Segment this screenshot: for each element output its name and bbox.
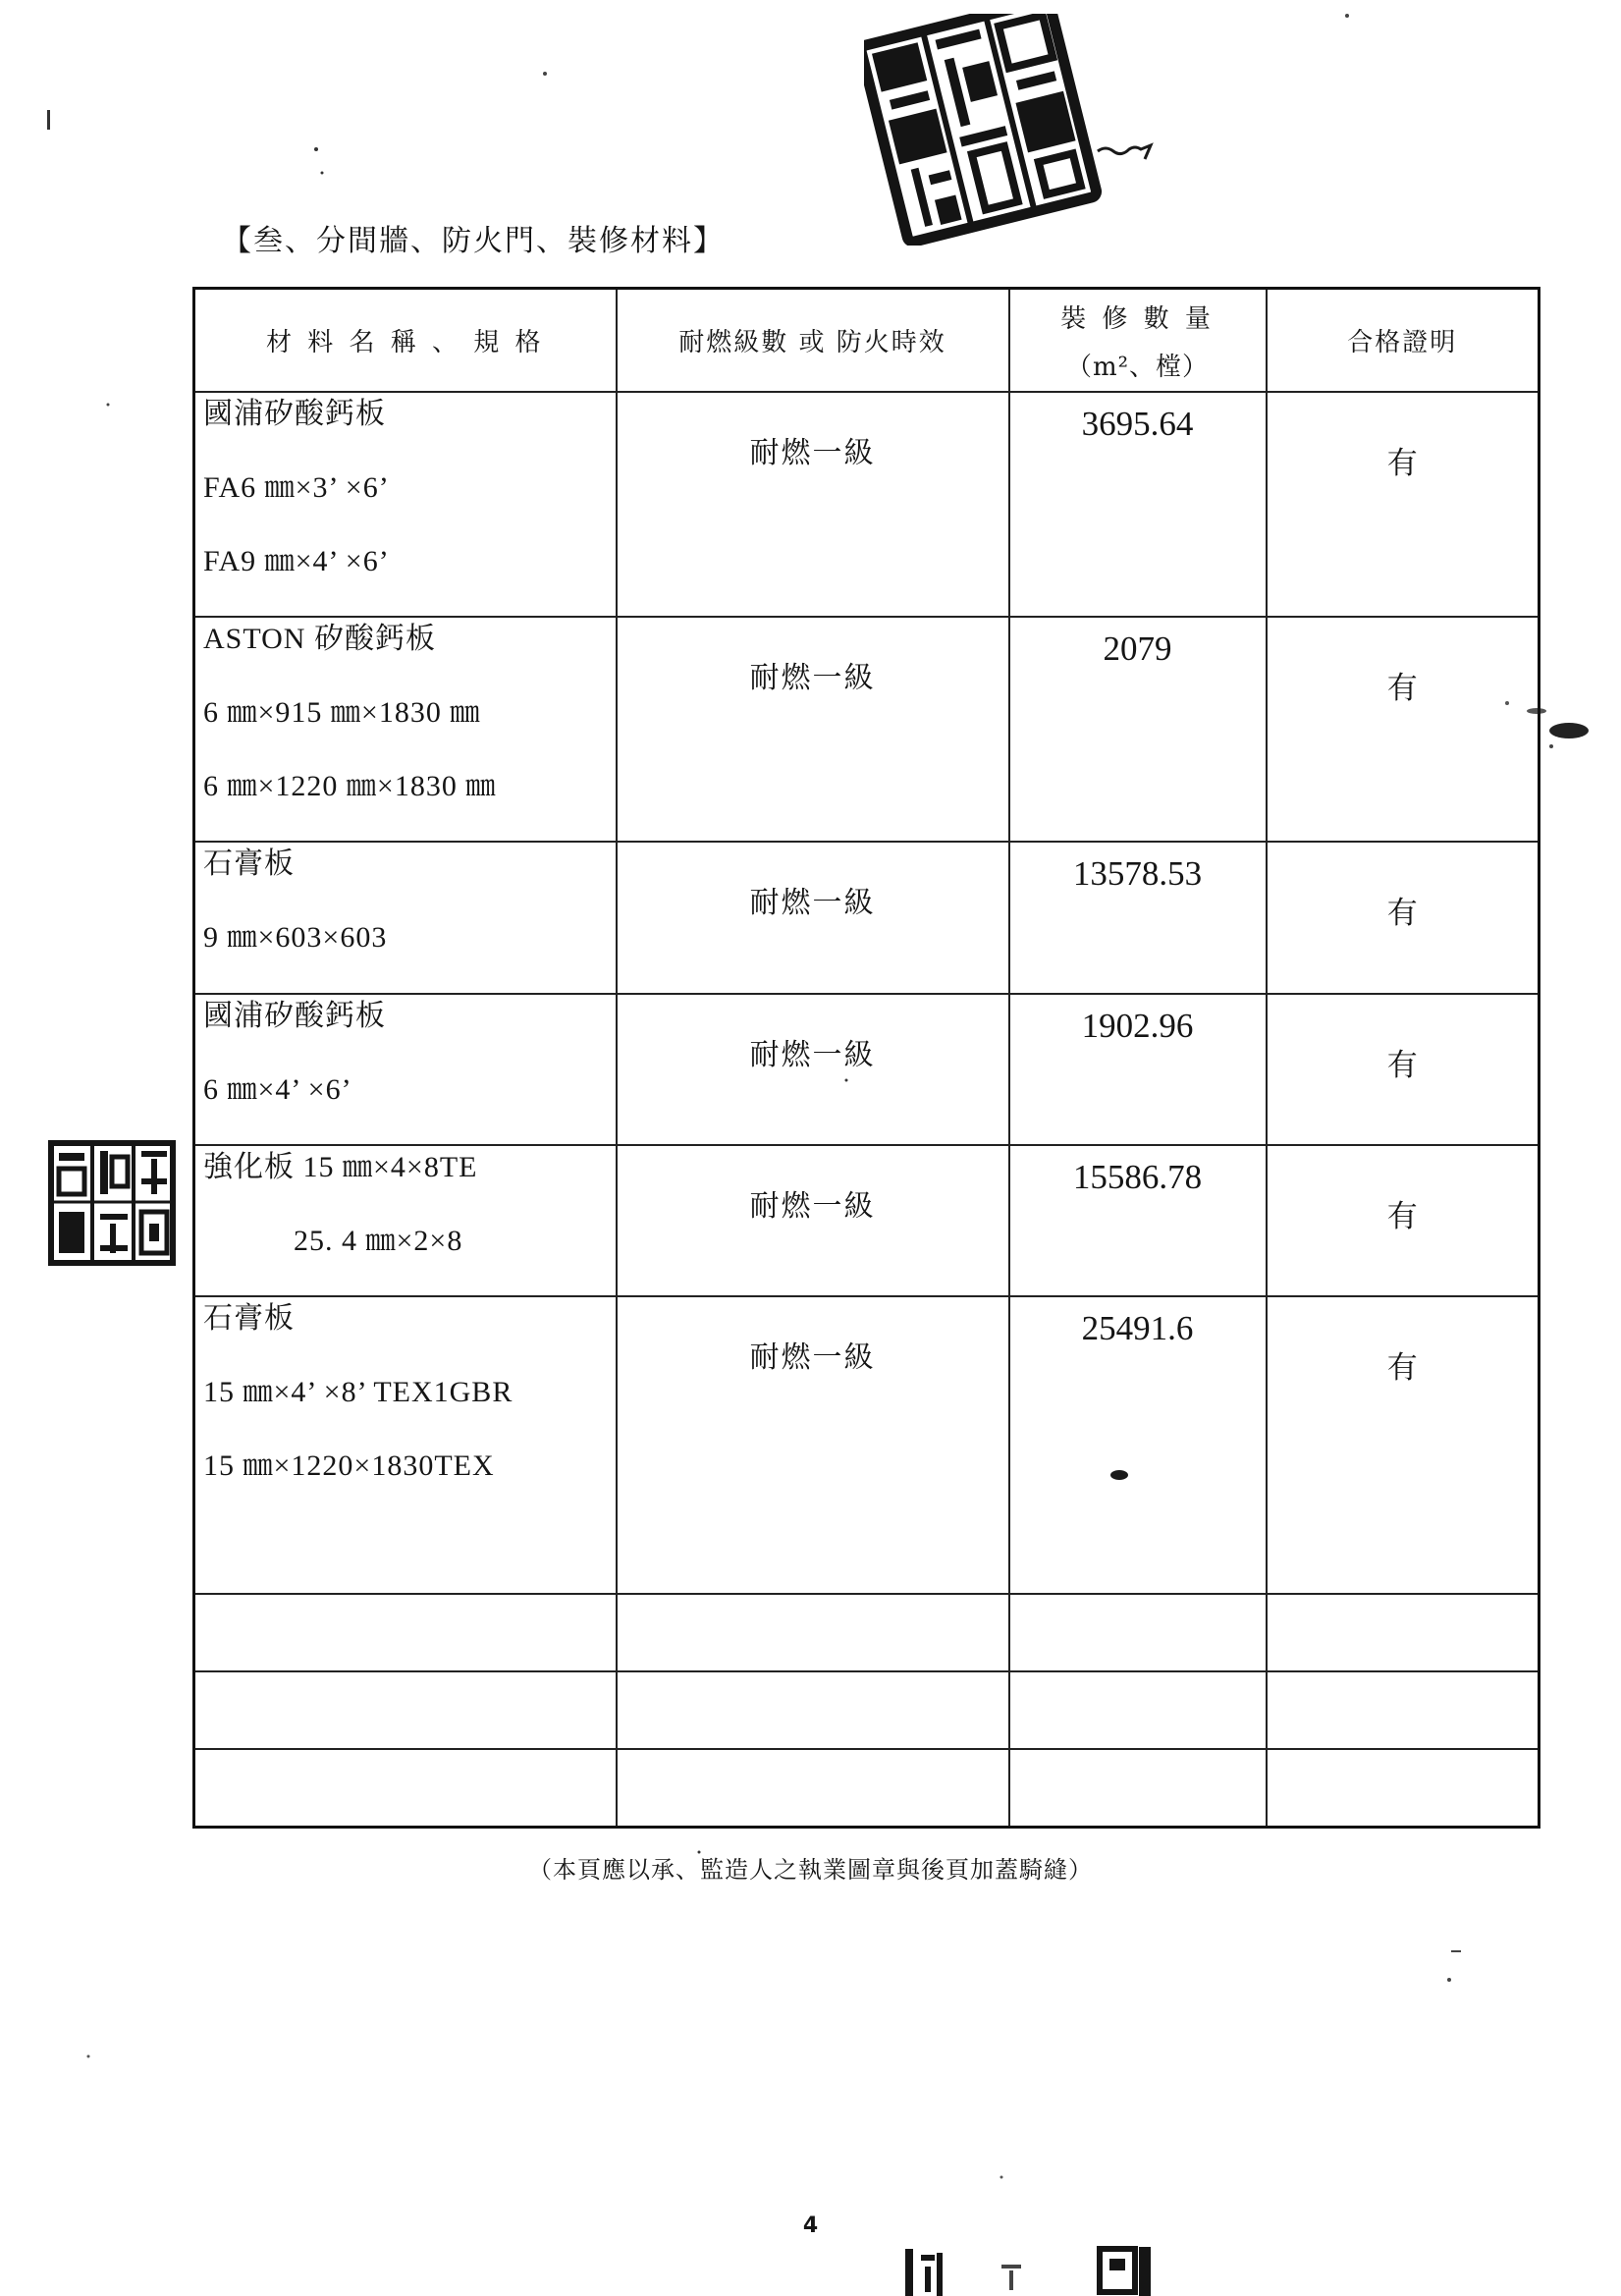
certificate-cell: [1267, 392, 1540, 617]
quantity-value: 3695.64: [1081, 405, 1194, 443]
fire-rating-value: 耐燃一級: [749, 436, 876, 470]
quantity-cell: [1009, 1296, 1267, 1594]
fire-rating-cell: [617, 392, 1009, 617]
table-row: [194, 617, 1540, 842]
material-cell: [194, 842, 617, 994]
quantity-value: 15586.78: [1072, 1158, 1203, 1196]
seal-stamp-top: [864, 14, 1188, 246]
table-row: [194, 1145, 1540, 1296]
header-cell-material: [194, 289, 617, 393]
section-title: 【叁、分間牆、防火門、裝修材料】: [222, 224, 725, 258]
table-header-row: [194, 289, 1540, 393]
quantity-cell: [1009, 617, 1267, 842]
certificate-cell: [1267, 617, 1540, 842]
material-spec: 25. 4 ㎜×2×8: [294, 1225, 463, 1257]
header-cell-fire-rating: [617, 289, 1009, 393]
fire-rating-cell: [617, 842, 1009, 994]
empty-table-row: [194, 1594, 1540, 1671]
header-material: 材 料 名 稱 、 規 格: [265, 328, 545, 357]
header-quantity: 裝 修 數 量: [1060, 303, 1215, 334]
material-name: 國浦矽酸鈣板: [203, 398, 386, 430]
empty-cell: [617, 1749, 1009, 1828]
material-spec: FA9 ㎜×4’ ×6’: [203, 545, 390, 577]
quantity-cell: [1009, 842, 1267, 994]
certificate-value: 有: [1386, 446, 1418, 481]
empty-table-row: [194, 1671, 1540, 1749]
quantity-cell: [1009, 1145, 1267, 1296]
material-name: 強化板 15 ㎜×4×8TE: [203, 1151, 478, 1183]
fire-rating-value: 耐燃一級: [749, 886, 876, 920]
empty-table-row: [194, 1749, 1540, 1828]
table-row: [194, 392, 1540, 617]
certificate-value: 有: [1386, 1048, 1418, 1083]
material-name: 國浦矽酸鈣板: [203, 1000, 386, 1032]
empty-cell: [1009, 1749, 1267, 1828]
material-name: 石膏板: [203, 1302, 295, 1335]
fire-rating-value: 耐燃一級: [749, 1340, 876, 1375]
material-cell: [194, 392, 617, 617]
table-row: [194, 1296, 1540, 1594]
empty-cell: [1267, 1594, 1540, 1671]
material-name: ASTON 矽酸鈣板: [203, 623, 436, 655]
material-cell: [194, 1145, 617, 1296]
material-cell: [194, 1296, 617, 1594]
material-spec: 15 ㎜×4’ ×8’ TEX1GBR: [203, 1376, 513, 1408]
footer-note: （本頁應以承、監造人之執業圖章與後頁加蓋騎縫）: [528, 1856, 1093, 1884]
material-spec: 6 ㎜×4’ ×6’: [203, 1073, 352, 1106]
empty-cell: [617, 1594, 1009, 1671]
fire-rating-value: 耐燃一級: [749, 1189, 876, 1224]
quantity-cell: [1009, 392, 1267, 617]
fire-rating-cell: [617, 994, 1009, 1145]
seal-stamp-bottom: [903, 2245, 1159, 2296]
certificate-value: 有: [1386, 1350, 1418, 1386]
empty-cell: [194, 1594, 617, 1671]
material-spec: 9 ㎜×603×603: [203, 921, 388, 954]
fire-rating-cell: [617, 1296, 1009, 1594]
material-spec: FA6 ㎜×3’ ×6’: [203, 471, 390, 504]
quantity-value: 13578.53: [1072, 854, 1203, 893]
table-row: [194, 842, 1540, 994]
quantity-cell: [1009, 994, 1267, 1145]
certificate-cell: [1267, 1296, 1540, 1594]
material-cell: [194, 994, 617, 1145]
material-cell: [194, 617, 617, 842]
certificate-cell: [1267, 1145, 1540, 1296]
certificate-value: 有: [1386, 671, 1418, 706]
empty-cell: [1267, 1749, 1540, 1828]
material-spec: 6 ㎜×1220 ㎜×1830 ㎜: [203, 770, 497, 802]
certificate-cell: [1267, 842, 1540, 994]
empty-cell: [194, 1749, 617, 1828]
page-number: 4: [802, 2214, 819, 2238]
empty-cell: [1009, 1594, 1267, 1671]
fire-rating-cell: [617, 617, 1009, 842]
table-row: [194, 994, 1540, 1145]
certificate-value: 有: [1386, 896, 1418, 931]
empty-cell: [1009, 1671, 1267, 1749]
certificate-value: 有: [1386, 1199, 1418, 1234]
certificate-cell: [1267, 994, 1540, 1145]
fire-rating-value: 耐燃一級: [749, 1038, 876, 1072]
fire-rating-cell: [617, 1145, 1009, 1296]
empty-cell: [194, 1671, 617, 1749]
empty-cell: [1267, 1671, 1540, 1749]
header-cell-quantity: [1009, 289, 1267, 393]
header-certificate: 合格證明: [1347, 328, 1458, 357]
quantity-value: 1902.96: [1081, 1007, 1194, 1045]
fire-rating-value: 耐燃一級: [749, 661, 876, 695]
quantity-value: 2079: [1103, 629, 1172, 668]
materials-table: [192, 287, 1540, 1829]
quantity-value: 25491.6: [1081, 1309, 1194, 1347]
seal-stamp-left: [47, 1139, 179, 1269]
header-cell-certificate: [1267, 289, 1540, 393]
material-spec: 6 ㎜×915 ㎜×1830 ㎜: [203, 696, 481, 729]
material-name: 石膏板: [203, 847, 295, 880]
header-quantity-unit: （m²、樘）: [1065, 352, 1210, 382]
empty-cell: [617, 1671, 1009, 1749]
header-fire-rating: 耐燃級數 或 防火時效: [678, 328, 946, 357]
material-spec: 15 ㎜×1220×1830TEX: [203, 1449, 495, 1482]
